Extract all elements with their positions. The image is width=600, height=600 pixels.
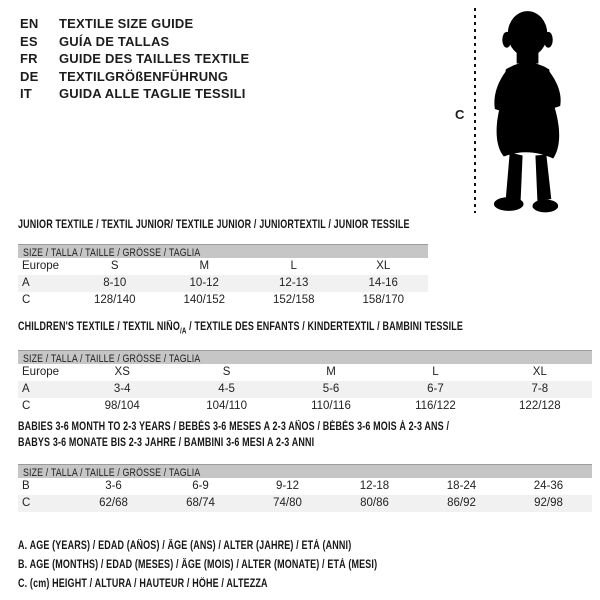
- size-cell: 152/158: [272, 294, 315, 306]
- junior-textile-section: [18, 217, 428, 309]
- size-cell: L: [290, 260, 297, 272]
- size-cell: 18-24: [446, 480, 477, 492]
- language-label: TEXTILGRÖßENFÜHRUNG: [59, 68, 229, 84]
- size-cell: S: [222, 366, 231, 379]
- row-label: A: [22, 383, 30, 396]
- table-row: [18, 495, 592, 512]
- table-row: [18, 381, 592, 398]
- language-code: ES: [20, 33, 38, 49]
- row-label: A: [22, 277, 30, 289]
- row-label: C: [22, 497, 31, 509]
- table-row: [18, 292, 428, 309]
- row-label: Europe: [22, 366, 60, 379]
- size-cell: 6-9: [192, 480, 209, 492]
- table-row: [18, 258, 428, 275]
- height-measure-dashed-line: [474, 8, 476, 213]
- table-row: [18, 364, 592, 381]
- language-label: TEXTILE SIZE GUIDE: [59, 16, 194, 31]
- table-title: CHILDREN'S TEXTILE / TEXTIL $NIÑO_{/A}$ / TEXTILE DES ENFANTS / KINDERTEXTIL / BAMBINI TESSILE: [18, 321, 464, 336]
- baby-silhouette-icon: [484, 9, 576, 214]
- language-code: IT: [20, 86, 32, 102]
- language-list: [20, 15, 249, 103]
- size-cell: 92/98: [534, 497, 563, 509]
- language-row: [20, 85, 249, 103]
- size-cell: 12-13: [279, 277, 309, 289]
- size-cell: 122/128: [519, 400, 561, 413]
- language-row: [20, 50, 249, 68]
- table-row: [18, 398, 592, 415]
- size-cell: 7-8: [531, 383, 549, 396]
- row-label: Europe: [22, 260, 60, 272]
- size-cell: M: [326, 366, 336, 379]
- size-cell: XL: [376, 260, 391, 272]
- size-cell: 4-5: [218, 383, 235, 396]
- language-code: EN: [20, 16, 39, 31]
- size-cell: 74/80: [273, 497, 302, 509]
- size-cell: 68/74: [186, 497, 215, 509]
- size-cell: M: [199, 260, 210, 272]
- row-label: C: [22, 294, 31, 306]
- size-table: [18, 350, 592, 415]
- table-title: JUNIOR TEXTILE / TEXTIL JUNIOR/ TEXTILE JUNIOR / JUNIORTEXTIL / JUNIOR TESSILE: [18, 219, 410, 231]
- children-textile-section: [18, 319, 592, 415]
- size-cell: 5-6: [322, 383, 340, 396]
- size-header-bar: [18, 464, 592, 478]
- language-label: GUÍA DE TALLAS: [59, 33, 170, 49]
- size-cell: 110/116: [311, 400, 351, 413]
- size-cell: 14-16: [368, 277, 398, 289]
- size-cell: 24-36: [533, 480, 564, 492]
- table-row: [18, 275, 428, 292]
- row-label: B: [22, 480, 30, 492]
- language-label: GUIDA ALLE TAGLIE TESSILI: [59, 86, 246, 102]
- size-cell: 86/92: [447, 497, 476, 509]
- language-row: [20, 68, 249, 86]
- size-cell: 104/110: [206, 400, 247, 413]
- size-cell: 140/152: [183, 294, 226, 306]
- size-header-bar: [18, 350, 592, 364]
- size-cell: 158/170: [362, 294, 405, 306]
- size-cell: 62/68: [99, 497, 128, 509]
- size-cell: L: [432, 366, 439, 379]
- size-cell: 6-7: [427, 383, 444, 396]
- size-cell: 8-10: [103, 277, 127, 289]
- footnotes: [18, 537, 479, 594]
- table-row: [18, 478, 592, 495]
- size-table: [18, 244, 428, 309]
- size-cell: 9-12: [275, 480, 300, 492]
- row-label: C: [22, 400, 31, 413]
- size-header-label: SIZE / TALLA / TAILLE / GRÖSSE / TAGLIA: [23, 353, 201, 366]
- footnote: A. AGE (YEARS) / EDAD (AÑOS) / ÂGE (ANS) / ALTER (JAHRE) / ETÀ (ANNI): [18, 540, 352, 552]
- size-cell: 3-6: [105, 480, 122, 492]
- size-cell: 128/140: [93, 294, 136, 306]
- size-cell: 12-18: [359, 480, 390, 492]
- language-row: [20, 33, 249, 51]
- language-code: DE: [20, 68, 39, 84]
- size-cell: 10-12: [189, 277, 219, 289]
- height-measure-label: C: [455, 107, 465, 122]
- size-cell: S: [110, 260, 119, 272]
- language-code: FR: [20, 51, 38, 67]
- size-cell: XL: [532, 366, 547, 379]
- footnote: B. AGE (MONTHS) / EDAD (MESES) / ÂGE (MOIS) / ALTER (MONATE) / ETÀ (MESI): [18, 559, 378, 571]
- size-header-label: SIZE / TALLA / TAILLE / GRÖSSE / TAGLIA: [23, 467, 201, 479]
- size-cell: 3-4: [113, 383, 131, 396]
- size-cell: 98/104: [104, 400, 140, 413]
- babies-textile-section: [18, 419, 592, 512]
- size-cell: 116/122: [415, 400, 456, 413]
- size-cell: XS: [114, 366, 130, 379]
- table-title: BABIES 3-6 MONTH TO 2-3 YEARS / BEBÉS 3-6 MESES A 2-3 AÑOS / BÉBÉS 3-6 MOIS À 2-3 ANS /: [18, 421, 450, 433]
- table-title-line2: BABYS 3-6 MONATE BIS 2-3 JAHRE / BAMBINI 3-6 MESI A 2-3 ANNI: [18, 437, 315, 449]
- footnote: C. (cm) HEIGHT / ALTURA / HAUTEUR / HÖHE / ALTEZZA: [18, 578, 268, 590]
- language-label: GUIDE DES TAILLES TEXTILE: [59, 51, 250, 67]
- size-table: [18, 464, 592, 512]
- language-row: [20, 15, 249, 33]
- size-header-bar: [18, 244, 428, 258]
- size-cell: 80/86: [360, 497, 389, 509]
- size-header-label: SIZE / TALLA / TAILLE / GRÖSSE / TAGLIA: [23, 247, 201, 259]
